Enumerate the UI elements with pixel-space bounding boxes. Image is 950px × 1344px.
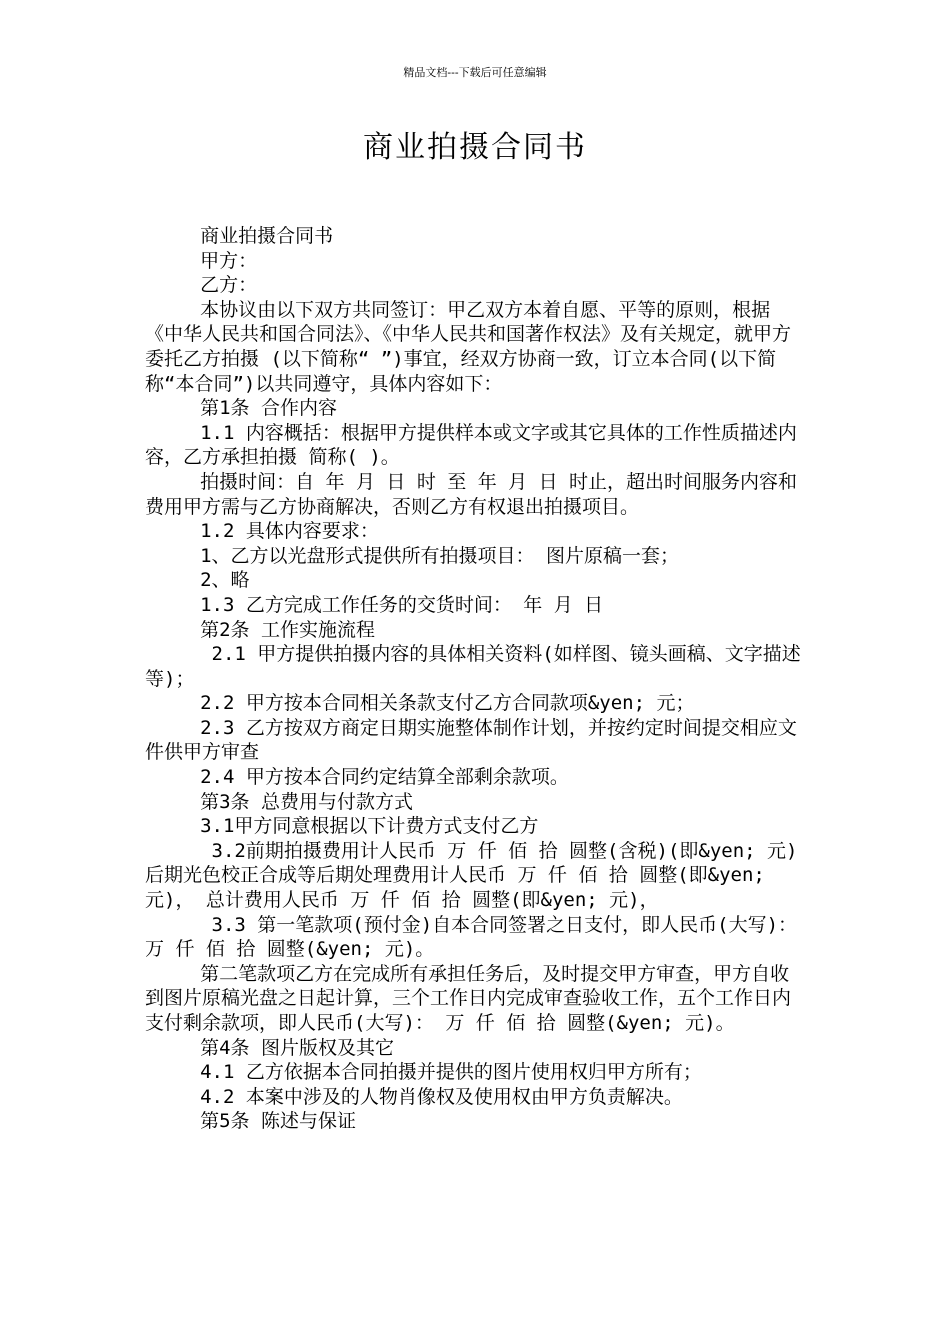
paragraph-2-2: 2.2 甲方按本合同相关条款支付乙方合同款项&yen; 元；	[200, 692, 695, 715]
paragraph-1-2: 1.2 具体内容要求：	[200, 520, 379, 543]
document-title: 商业拍摄合同书	[363, 130, 587, 165]
paragraph-2-3: 2.3 乙方按双方商定日期实施整体制作计划，并按约定时间提交相应文件供甲方审查	[145, 716, 797, 764]
heading-article-5: 第5条 陈述与保证	[200, 1110, 356, 1133]
paragraph-second-payment: 第二笔款项乙方在完成所有承担任务后，及时提交甲方审查，甲方自收到图片原稿光盘之日起计算，三个工作日内完成审查验收工作，五个工作日内支付剩余款项，即人民币(大写)： 万 仟 佰 拾 圆整(&yen; 元)。	[145, 962, 792, 1034]
heading-article-4: 第4条 图片版权及其它	[200, 1036, 394, 1059]
heading-article-3: 第3条 总费用与付款方式	[200, 790, 413, 813]
paragraph-title-repeat: 商业拍摄合同书	[200, 225, 334, 247]
paragraph-1-2-item-2: 2、略	[200, 569, 250, 592]
paragraph-3-3: 3.3 第一笔款项(预付金)自本合同签署之日支付，即人民币(大写)： 万 仟 佰 拾 圆整(&yen; 元)。	[145, 913, 809, 961]
paragraph-2-4: 2.4 甲方按本合同约定结算全部剩余款项。	[200, 766, 569, 789]
heading-article-1: 第1条 合作内容	[200, 397, 337, 420]
paragraph-shooting-time: 拍摄时间：自 年 月 日 时 至 年 月 日 时止，超出时间服务内容和费用甲方需与乙方协商解决，否则乙方有权退出拍摄项目。	[145, 470, 798, 518]
paragraph-4-2: 4.2 本案中涉及的人物肖像权及使用权由甲方负责解决。	[200, 1085, 683, 1108]
paragraph-3-1: 3.1甲方同意根据以下计费方式支付乙方	[200, 815, 539, 838]
paragraph-1-3: 1.3 乙方完成工作任务的交货时间： 年 月 日	[200, 593, 604, 616]
header-note: 精品文档---下载后可任意编辑	[403, 66, 547, 79]
paragraph-2-1: 2.1 甲方提供拍摄内容的具体相关资料(如样图、镜头画稿、文字描述等)；	[145, 643, 801, 690]
paragraph-party-b: 乙方：	[200, 274, 258, 297]
paragraph-preamble: 本协议由以下双方共同签订：甲乙双方本着自愿、平等的原则，根据《中华人民共和国合同法》、《中华人民共和国著作权法》及有关规定，就甲方委托乙方拍摄 (以下简称“ ”)事宜，经双方协商一致，订立本合同(以下简称“本合同”)以共同遵守，具体内容如下：	[145, 298, 792, 395]
paragraph-4-1: 4.1 乙方依据本合同拍摄并提供的图片使用权归甲方所有；	[200, 1061, 702, 1084]
paragraph-1-2-item-1: 1、乙方以光盘形式提供所有拍摄项目： 图片原稿一套；	[200, 544, 679, 567]
heading-article-2: 第2条 工作实施流程	[200, 618, 375, 641]
paragraph-party-a: 甲方：	[200, 249, 258, 272]
paragraph-1-1: 1.1 内容概括：根据甲方提供样本或文字或其它具体的工作性质描述内容，乙方承担拍摄 简称( )。	[145, 421, 797, 469]
paragraph-3-2: 3.2前期拍摄费用计人民币 万 仟 佰 拾 圆整(含税)(即&yen; 元)后期光色校正合成等后期处理费用计人民币 万 仟 佰 拾 圆整(即&yen; 元)， 总计费用人民币 万 仟 佰 拾 圆整(即&yen; 元)，	[145, 839, 798, 912]
document-body	[145, 224, 807, 1134]
